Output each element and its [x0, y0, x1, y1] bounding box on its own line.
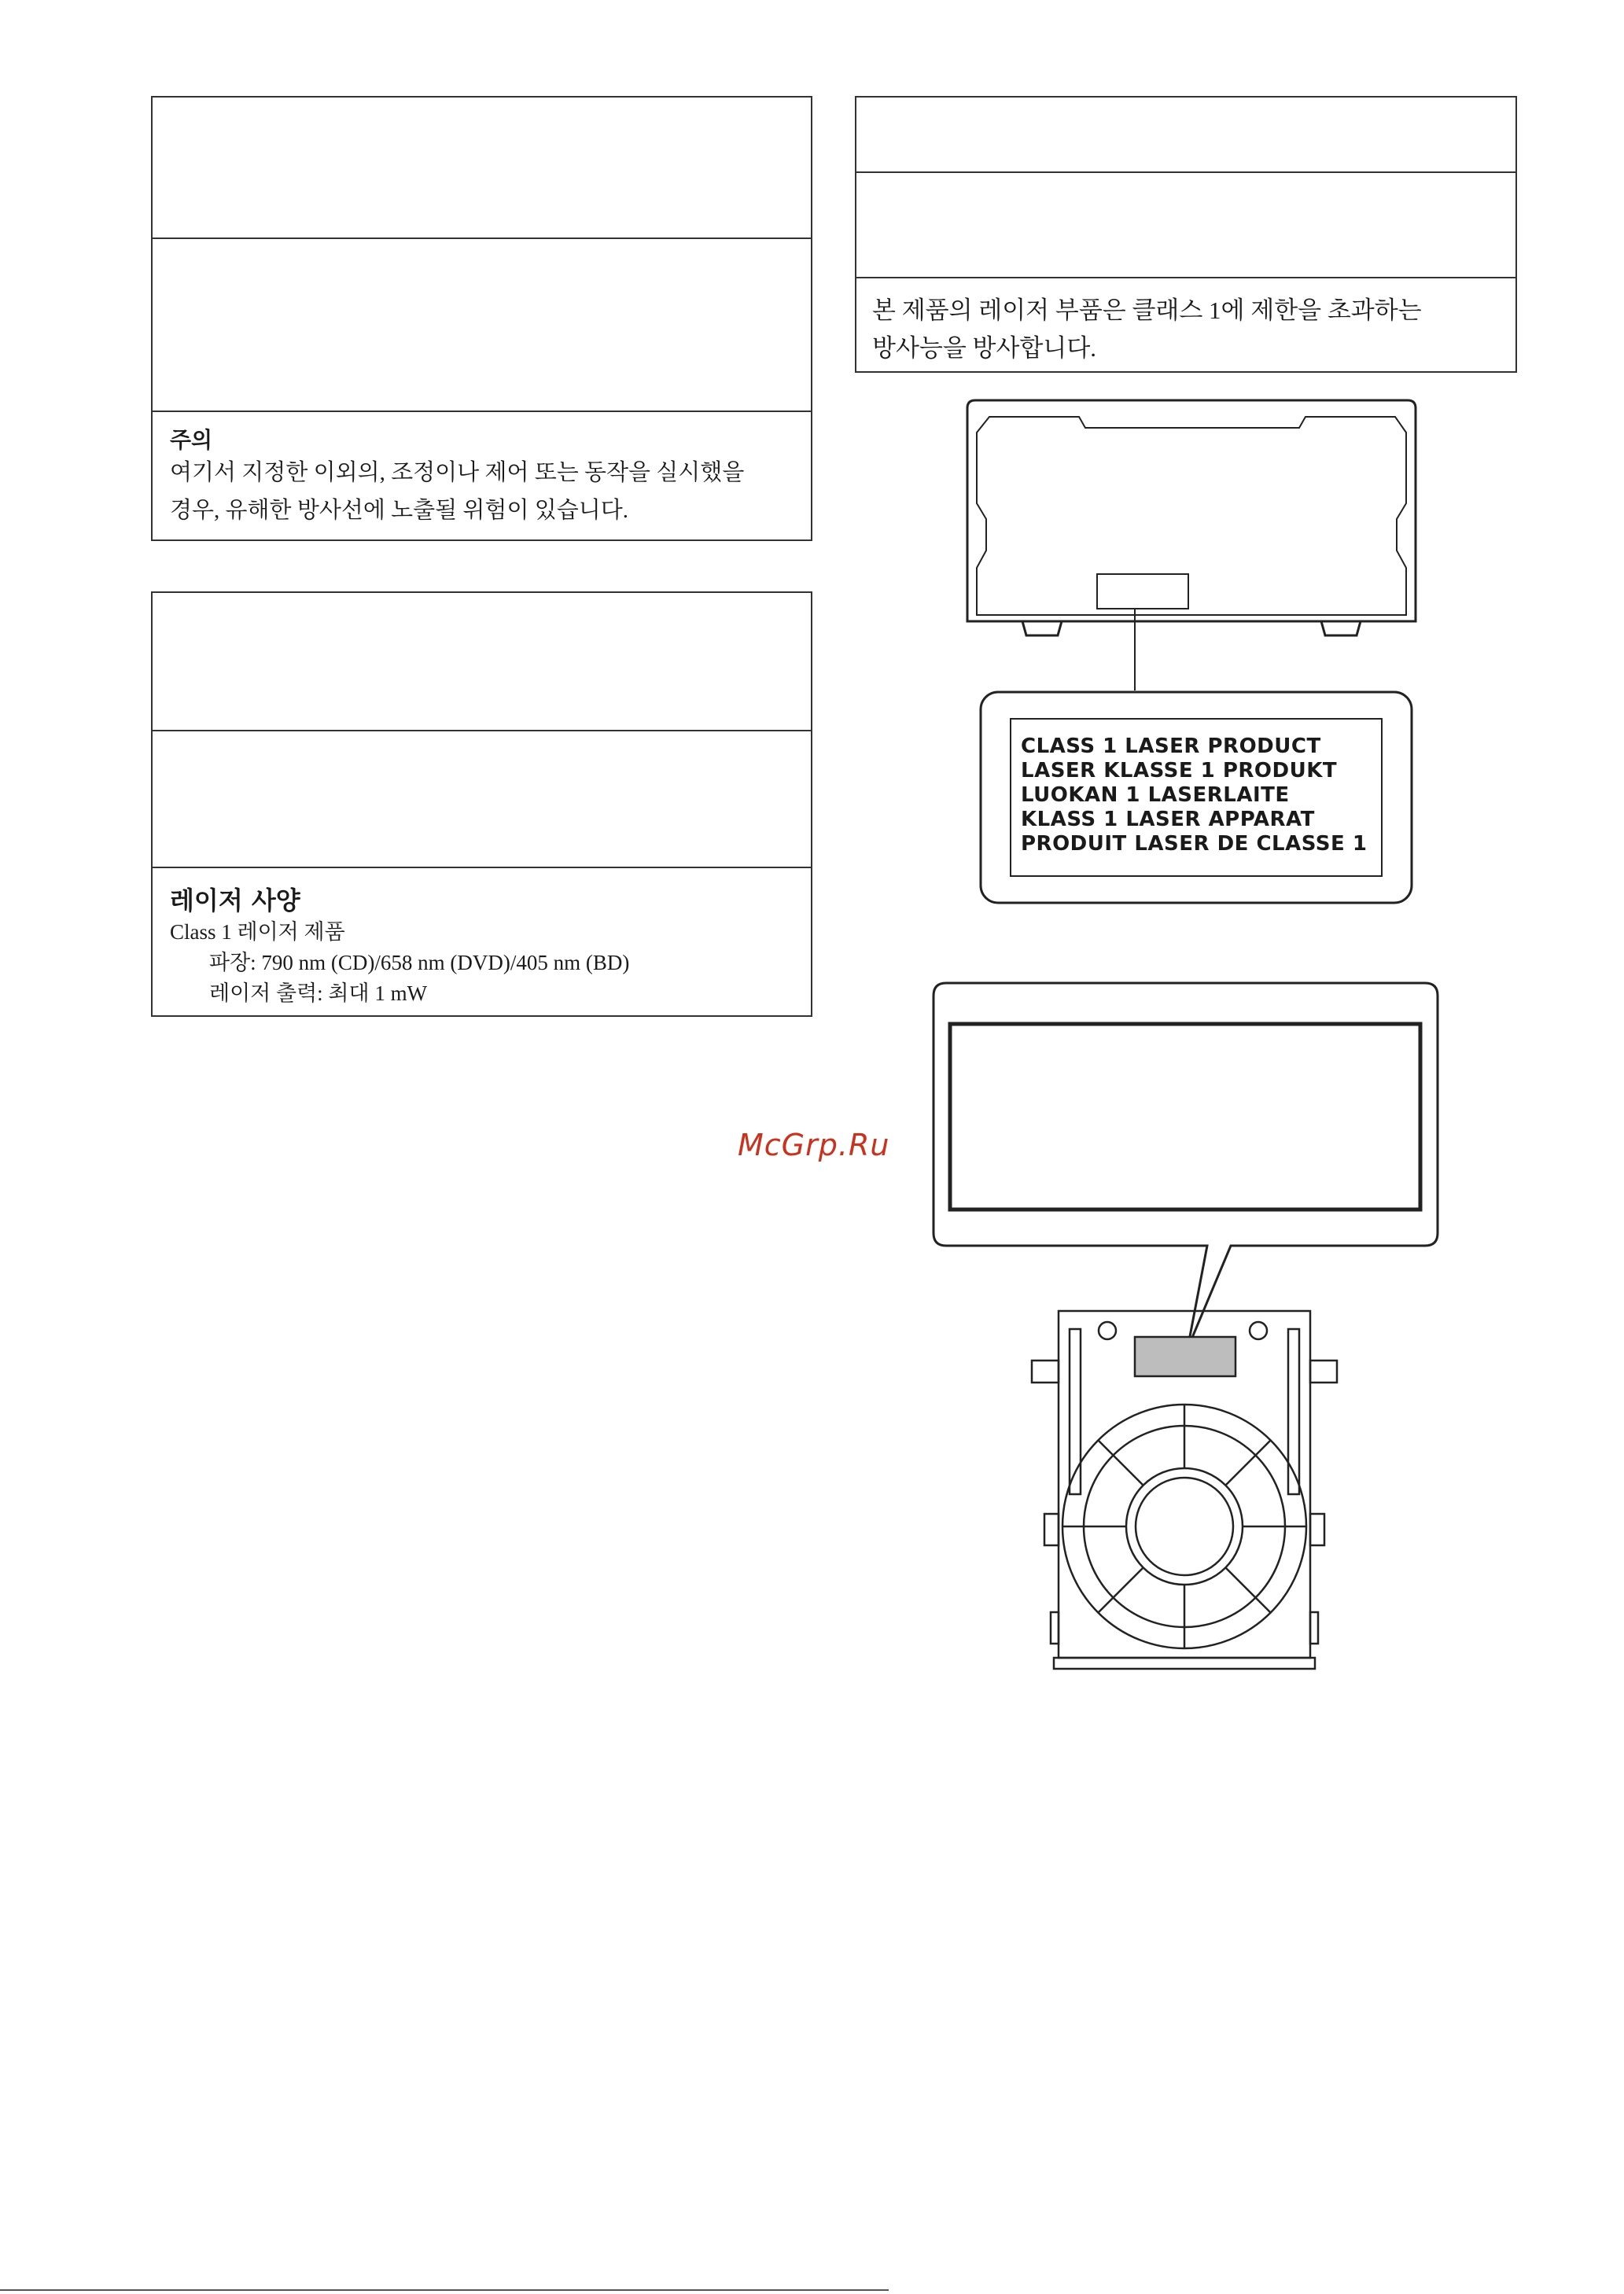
caution-line-2: 경우, 유해한 방사선에 노출될 위험이 있습니다. [170, 498, 629, 523]
radiation-line-2: 방사능을 방사합니다. [872, 334, 1097, 362]
label-line-1: CLASS 1 LASER PRODUCT [1021, 735, 1321, 758]
laser-specs-heading: 레이저 사양 [170, 886, 300, 915]
label-line-5: PRODUIT LASER DE CLASSE 1 [1021, 832, 1368, 856]
caution-heading: 주의 [170, 427, 213, 453]
watermark: McGrp.Ru [738, 1128, 890, 1162]
player-front-illustration [967, 400, 1416, 690]
unit-top-view-illustration [1032, 1311, 1337, 1669]
label-line-2: LASER KLASSE 1 PRODUKT [1021, 759, 1338, 782]
label-line-4: KLASS 1 LASER APPARAT [1021, 808, 1315, 831]
laser-output: 레이저 출력: 최대 1 mW [209, 981, 428, 1005]
radiation-line-1: 본 제품의 레이저 부품은 클래스 1에 제한을 초과하는 [872, 296, 1422, 324]
caution-line-1: 여기서 지정한 이외의, 조정이나 제어 또는 동작을 실시했을 [170, 460, 745, 485]
class1-label-text [1021, 735, 1367, 856]
laser-wavelength: 파장: 790 nm (CD)/658 nm (DVD)/405 nm (BD) [209, 951, 630, 974]
label-line-3: LUOKAN 1 LASERLAITE [1021, 783, 1290, 807]
laser-product-class: Class 1 레이저 제품 [170, 920, 345, 944]
label-callout [934, 983, 1438, 1349]
